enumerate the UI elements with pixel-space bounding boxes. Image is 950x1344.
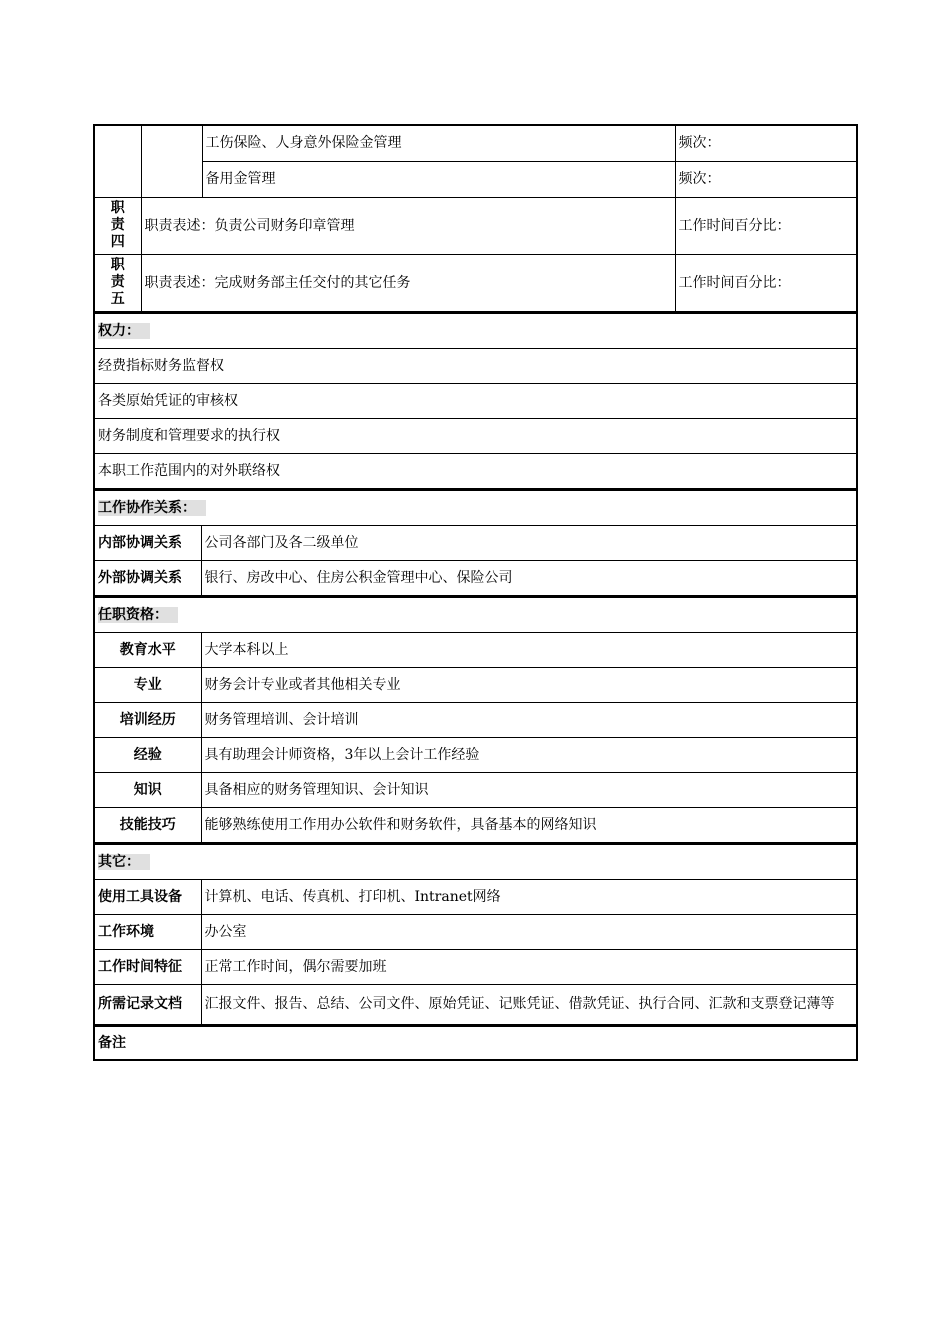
authority-item: 经费指标财务监督权 [94,349,857,384]
duty-sub-cell [141,125,202,197]
environment-label: 工作环境 [94,915,201,950]
duties-table [93,124,858,313]
relations-title: 工作协作关系： [94,491,857,526]
duty-four-description: 职责表述：负责公司财务印章管理 [141,197,675,254]
duty-five-label: 职 责 五 [94,254,141,312]
duty-five-description: 职责表述：完成财务部主任交付的其它任务 [141,254,675,312]
qualifications-table [93,597,858,844]
authority-table [93,313,858,490]
authority-item: 各类原始凭证的审核权 [94,384,857,419]
remarks-table [93,1026,858,1062]
knowledge-label: 知识 [94,773,201,808]
internal-relations-value: 公司各部门及各二级单位 [201,526,857,561]
training-label: 培训经历 [94,703,201,738]
authority-title: 权力： [94,314,857,349]
job-description-table [93,124,858,1061]
authority-item: 财务制度和管理要求的执行权 [94,419,857,454]
major-label: 专业 [94,668,201,703]
skills-label: 技能技巧 [94,808,201,844]
authority-item: 本职工作范围内的对外联络权 [94,454,857,490]
duty-four-percent: 工作时间百分比： [675,197,857,254]
education-value: 大学本科以上 [201,633,857,668]
skills-value: 能够熟练使用工作用办公软件和财务软件，具备基本的网络知识 [201,808,857,844]
authority-header-row [94,314,857,349]
documents-value: 汇报文件、报告、总结、公司文件、原始凭证、记账凭证、借款凭证、执行合同、汇款和支票登记薄等 [201,985,857,1025]
training-value: 财务管理培训、会计培训 [201,703,857,738]
duty-five-percent: 工作时间百分比： [675,254,857,312]
duty-item: 工伤保险、人身意外保险金管理 [202,125,675,161]
documents-label: 所需记录文档 [94,985,201,1025]
duty-row [94,125,857,161]
environment-value: 办公室 [201,915,857,950]
education-label: 教育水平 [94,633,201,668]
major-value: 财务会计专业或者其他相关专业 [201,668,857,703]
experience-label: 经验 [94,738,201,773]
tools-label: 使用工具设备 [94,880,201,915]
other-table [93,844,858,1026]
relations-table [93,490,858,597]
experience-value: 具有助理会计师资格，3年以上会计工作经验 [201,738,857,773]
other-title: 其它： [94,845,857,880]
duty-five-row [94,254,857,312]
frequency-label: 频次： [675,125,857,161]
tools-value: 计算机、电话、传真机、打印机、Intranet网络 [201,880,857,915]
qualifications-title: 任职资格： [94,598,857,633]
duty-four-row [94,197,857,254]
work-time-value: 正常工作时间，偶尔需要加班 [201,950,857,985]
duty-four-label: 职 责 四 [94,197,141,254]
work-time-label: 工作时间特征 [94,950,201,985]
remarks-title: 备注 [94,1026,857,1060]
duty-row [94,161,857,197]
frequency-label: 频次： [675,161,857,197]
knowledge-value: 具备相应的财务管理知识、会计知识 [201,773,857,808]
duty-label-cell [94,125,141,197]
external-relations-label: 外部协调关系 [94,561,201,597]
external-relations-value: 银行、房改中心、住房公积金管理中心、保险公司 [201,561,857,597]
duty-item: 备用金管理 [202,161,675,197]
internal-relations-label: 内部协调关系 [94,526,201,561]
